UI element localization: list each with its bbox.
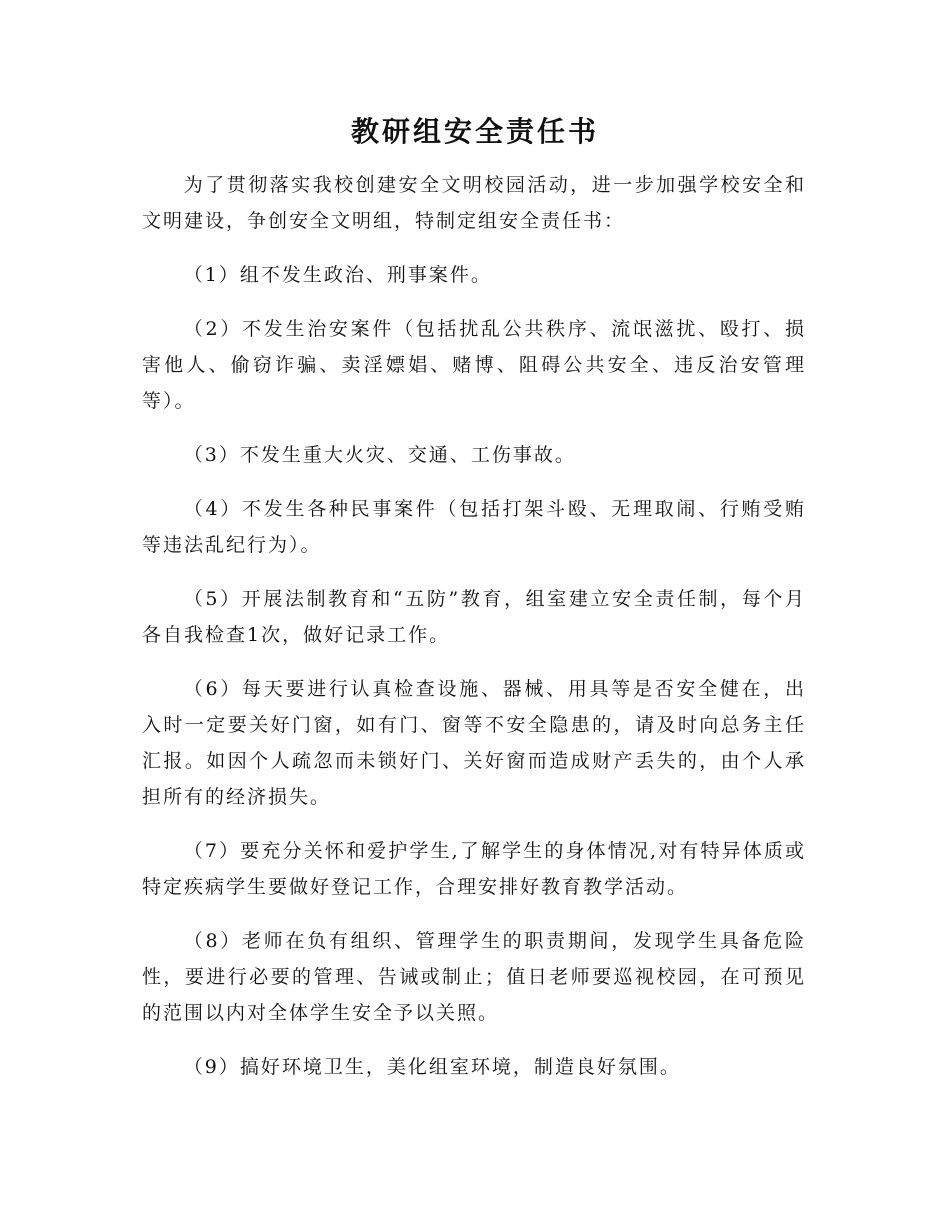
document-body [142, 167, 806, 1103]
item-7-paragraph: （7）要充分关怀和爱护学生,了解学生的身体情况,对有特异体质或特定疾病学生要做好登记工作，合理安排好教育教学活动。 [142, 840, 806, 898]
item-3-paragraph: （3）不发生重大火灾、交通、工伤事故。 [183, 444, 576, 466]
intro-paragraph: 为了贯彻落实我校创建安全文明校园活动，进一步加强学校安全和文明建设，争创安全文明组，特制定组安全责任书： [142, 174, 806, 232]
item-5-paragraph: （5）开展法制教育和“五防”教育，组室建立安全责任制，每个月各自我检查1次，做好记录工作。 [142, 588, 806, 646]
item-1-paragraph: （1）组不发生政治、刑事案件。 [183, 264, 492, 286]
item-4-paragraph: （4）不发生各种民事案件（包括打架斗殴、无理取闹、行贿受贿等违法乱纪行为）。 [142, 498, 806, 556]
item-2-paragraph: （2）不发生治安案件（包括扰乱公共秩序、流氓滋扰、殴打、损害他人、偷窃诈骗、卖淫嫖娼、赌博、阻碍公共安全、违反治安管理等）。 [142, 318, 806, 412]
item-8-paragraph: （8）老师在负有组织、管理学生的职责期间，发现学生具备危险性，要进行必要的管理、告诫或制止；值日老师要巡视校园，在可预见的范围以内对全体学生安全予以关照。 [142, 930, 806, 1024]
item-9-paragraph: （9）搞好环境卫生，美化组室环境，制造良好氛围。 [183, 1056, 681, 1078]
item-6-paragraph: （6）每天要进行认真检查设施、器械、用具等是否安全健在，出入时一定要关好门窗，如有门、窗等不安全隐患的，请及时向总务主任汇报。如因个人疏忽而未锁好门、关好窗而造成财产丢失的，由个人承担所有的经济损失。 [142, 678, 806, 808]
document-title: 教研组安全责任书 [350, 115, 599, 148]
